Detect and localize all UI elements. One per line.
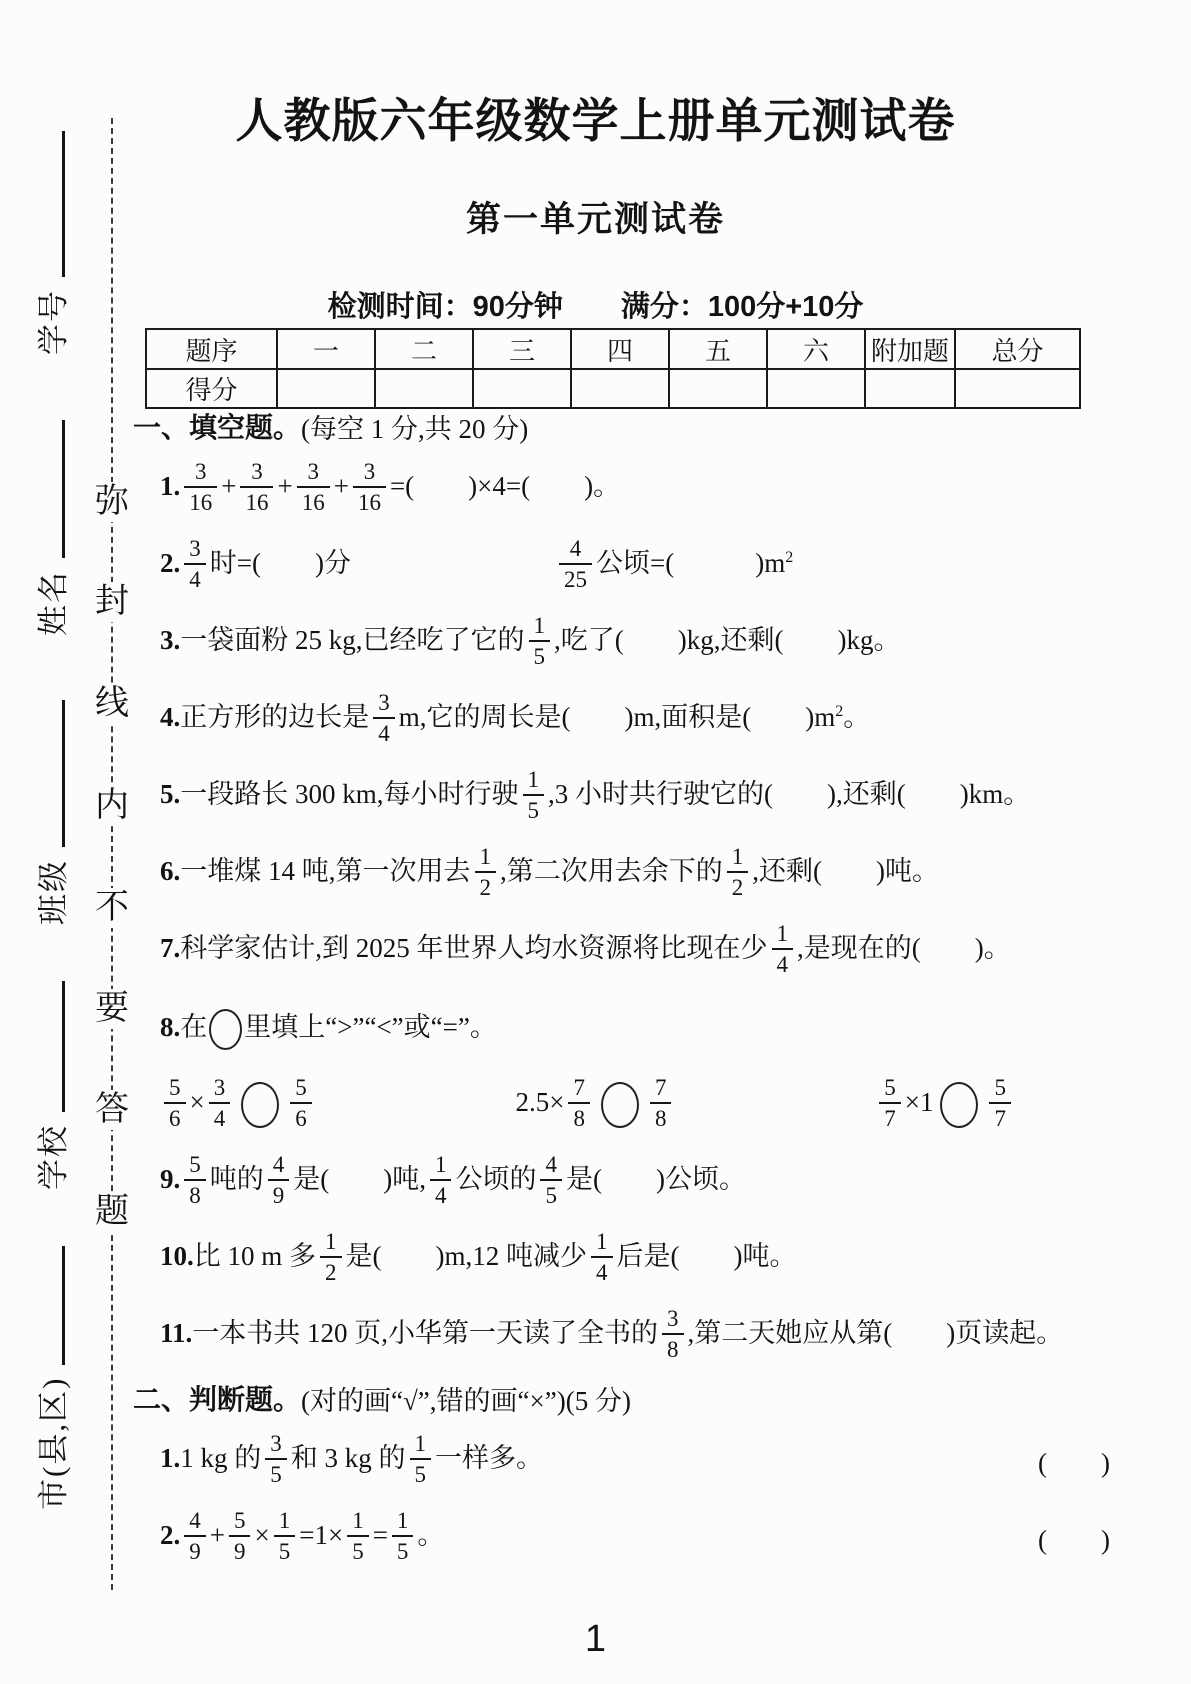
fraction-numerator: 1 bbox=[596, 1228, 608, 1254]
fraction-numerator: 3 bbox=[195, 458, 207, 484]
fraction-denominator: 16 bbox=[297, 486, 330, 514]
fraction bbox=[184, 1509, 206, 1563]
seal-dashed-line bbox=[111, 118, 113, 1590]
seal-text-char: 封 bbox=[92, 582, 132, 622]
fraction-numerator: 1 bbox=[731, 843, 744, 869]
question bbox=[133, 681, 1120, 758]
question-text: 在 bbox=[180, 1011, 208, 1042]
fraction bbox=[209, 1076, 231, 1130]
question-number: 6. bbox=[160, 855, 181, 886]
question-text: 里填上“>”“<”或“=”。 bbox=[244, 1011, 497, 1042]
write-in-line bbox=[62, 1246, 65, 1365]
comparison-circle bbox=[209, 1009, 242, 1050]
field-label: 姓名 bbox=[36, 570, 71, 636]
question-text: 一样多。 bbox=[435, 1442, 543, 1473]
judgment-question bbox=[133, 1499, 1120, 1576]
fraction bbox=[650, 1076, 672, 1130]
fraction bbox=[392, 1509, 414, 1563]
fraction bbox=[164, 1076, 186, 1130]
question-text: 是( )吨, bbox=[293, 1163, 426, 1194]
question-line bbox=[160, 1228, 797, 1286]
fraction-denominator: 4 bbox=[373, 717, 395, 745]
question-line bbox=[160, 766, 1031, 824]
fraction bbox=[184, 460, 217, 514]
fraction bbox=[373, 691, 395, 745]
fraction-denominator: 5 bbox=[410, 1458, 432, 1486]
score-table-header-row bbox=[146, 329, 1080, 369]
question-text: 正方形的边长是 bbox=[180, 701, 370, 732]
seal-text-char: 弥 bbox=[92, 482, 132, 522]
fraction-numerator: 1 bbox=[527, 766, 540, 792]
section-heading-bold: 一、填空题。 bbox=[133, 412, 302, 443]
question-number: 2. bbox=[160, 1519, 181, 1550]
city-district-field bbox=[28, 1244, 74, 1510]
fraction bbox=[772, 922, 794, 976]
score-table-header-cell: 题序 bbox=[146, 329, 277, 369]
question-text: 公顷的 bbox=[455, 1163, 537, 1194]
question-number: 1. bbox=[160, 470, 181, 501]
question-text: 科学家估计,到 2025 年世界人均水资源将比现在少 bbox=[180, 932, 768, 963]
question-number: 3. bbox=[160, 624, 181, 655]
question bbox=[133, 835, 1120, 912]
seal-text-char: 线 bbox=[92, 684, 132, 724]
question-text: + bbox=[209, 1519, 225, 1550]
question-line bbox=[555, 535, 794, 593]
question-text: ,是现在的( )。 bbox=[797, 932, 1011, 963]
section-heading-bold: 二、判断题。 bbox=[133, 1384, 302, 1415]
question-text: 一堆煤 14 吨,第一次用去 bbox=[180, 855, 471, 886]
field-label: 市(县,区) bbox=[36, 1376, 71, 1510]
field-label: 班级 bbox=[36, 859, 71, 925]
fraction-numerator: 1 bbox=[352, 1507, 364, 1533]
question-text: + bbox=[221, 470, 237, 501]
fraction-denominator: 4 bbox=[430, 1179, 452, 1207]
fraction-denominator: 9 bbox=[268, 1179, 290, 1207]
write-in-line bbox=[62, 700, 65, 847]
seal-text-char: 题 bbox=[92, 1192, 132, 1232]
question-line bbox=[160, 535, 555, 593]
fraction-denominator: 25 bbox=[559, 563, 592, 591]
seal-text-char: 答 bbox=[92, 1090, 132, 1130]
question-number: 4. bbox=[160, 701, 181, 732]
question-area bbox=[133, 402, 1120, 1576]
fraction-numerator: 3 bbox=[363, 458, 376, 484]
fraction-numerator: 3 bbox=[307, 458, 319, 484]
score-table-header-cell: 五 bbox=[669, 329, 767, 369]
fraction-denominator: 2 bbox=[475, 871, 497, 899]
question-line bbox=[160, 1005, 497, 1050]
fraction-numerator: 1 bbox=[414, 1430, 426, 1456]
question-text: ,第二次用去余下的 bbox=[500, 855, 723, 886]
fraction-denominator: 4 bbox=[591, 1256, 613, 1284]
question-text: ,吃了( )kg,还剩( )kg。 bbox=[554, 624, 901, 655]
question-text: ,3 小时共行驶它的( ),还剩( )km。 bbox=[548, 778, 1031, 809]
question-number: 7. bbox=[160, 932, 181, 963]
seal-text-char: 不 bbox=[92, 888, 132, 928]
question bbox=[133, 1297, 1120, 1374]
question-text: 时=( )分 bbox=[209, 547, 351, 578]
question-text: 。 bbox=[417, 1519, 445, 1550]
question-text: 2.5× bbox=[515, 1086, 565, 1117]
question bbox=[133, 450, 1120, 527]
seal-text-char: 内 bbox=[92, 786, 132, 826]
question-text: 1 kg 的 bbox=[180, 1442, 262, 1473]
fraction-denominator: 8 bbox=[184, 1179, 206, 1207]
fraction bbox=[184, 1153, 206, 1207]
fraction bbox=[268, 1153, 290, 1207]
question-number: 11. bbox=[160, 1317, 193, 1348]
comparison-item bbox=[160, 1074, 316, 1132]
fraction bbox=[523, 768, 545, 822]
fraction-numerator: 1 bbox=[325, 1228, 337, 1254]
fraction-numerator: 7 bbox=[573, 1074, 585, 1100]
question bbox=[133, 912, 1120, 989]
fraction bbox=[475, 845, 497, 899]
comparison-item bbox=[875, 1074, 1015, 1132]
fraction-denominator: 4 bbox=[772, 948, 794, 976]
fraction-numerator: 4 bbox=[569, 535, 582, 561]
fraction-numerator: 3 bbox=[251, 458, 263, 484]
fraction-denominator: 5 bbox=[523, 794, 545, 822]
section-heading-note: (每空 1 分,共 20 分) bbox=[301, 413, 529, 444]
question-line bbox=[160, 689, 871, 747]
fraction bbox=[879, 1076, 901, 1130]
fraction-denominator: 6 bbox=[290, 1102, 312, 1130]
comparison-circle bbox=[940, 1082, 978, 1128]
unit-test-subtitle: 第一单元测试卷 bbox=[465, 200, 725, 239]
question-number: 5. bbox=[160, 778, 181, 809]
fraction-denominator: 16 bbox=[240, 486, 273, 514]
fraction bbox=[410, 1432, 432, 1486]
question-number: 1. bbox=[160, 1442, 181, 1473]
fraction-denominator: 4 bbox=[209, 1102, 231, 1130]
comparison-circle bbox=[601, 1082, 639, 1128]
fraction-numerator: 4 bbox=[545, 1151, 557, 1177]
fraction-denominator: 5 bbox=[540, 1179, 562, 1207]
fraction-numerator: 1 bbox=[479, 843, 491, 869]
fraction-numerator: 5 bbox=[994, 1074, 1006, 1100]
fraction bbox=[347, 1509, 369, 1563]
question-text: ×1 bbox=[904, 1086, 934, 1117]
section-heading-note: (对的画“√”,错的画“×”)(5 分) bbox=[301, 1385, 631, 1416]
question-text: 比 10 m 多 bbox=[193, 1240, 317, 1271]
question-line bbox=[160, 1151, 746, 1209]
superscript: 2 bbox=[785, 548, 794, 566]
school-field bbox=[28, 979, 74, 1190]
question-text: + bbox=[277, 470, 293, 501]
comparison-row bbox=[133, 1066, 1015, 1143]
fraction bbox=[229, 1509, 251, 1563]
score-table bbox=[145, 328, 1081, 409]
fraction-numerator: 4 bbox=[189, 1507, 201, 1533]
question-text: × bbox=[254, 1519, 270, 1550]
fraction-numerator: 3 bbox=[189, 535, 201, 561]
superscript: 2 bbox=[835, 702, 844, 720]
question bbox=[133, 604, 1120, 681]
question bbox=[133, 527, 1120, 604]
fraction-numerator: 1 bbox=[776, 920, 788, 946]
fraction bbox=[353, 460, 386, 514]
score-table-header-cell: 六 bbox=[767, 329, 865, 369]
fraction-denominator: 5 bbox=[392, 1535, 414, 1563]
fraction-numerator: 3 bbox=[667, 1305, 679, 1331]
question bbox=[133, 1220, 1120, 1297]
question-line bbox=[160, 458, 621, 516]
fraction bbox=[989, 1076, 1011, 1130]
fraction-denominator: 9 bbox=[184, 1535, 206, 1563]
question-text: 一本书共 120 页,小华第一天读了全书的 bbox=[192, 1317, 659, 1348]
class-field bbox=[28, 698, 74, 925]
question-text: 吨的 bbox=[209, 1163, 264, 1194]
answer-parentheses: ( ) bbox=[1038, 1448, 1110, 1478]
question-text: =( )×4=( )。 bbox=[389, 470, 621, 501]
section-heading bbox=[133, 1374, 1120, 1422]
question-line bbox=[160, 843, 939, 901]
fraction-numerator: 5 bbox=[233, 1507, 246, 1533]
page-number: 1 bbox=[584, 1618, 607, 1660]
fraction-numerator: 5 bbox=[295, 1074, 307, 1100]
score-table-header-cell: 三 bbox=[473, 329, 571, 369]
question-line bbox=[160, 1430, 543, 1488]
question-text: + bbox=[333, 470, 349, 501]
fraction bbox=[529, 614, 551, 668]
comparison-item bbox=[515, 1074, 676, 1132]
fraction bbox=[559, 537, 592, 591]
fraction-numerator: 4 bbox=[272, 1151, 285, 1177]
fraction-denominator: 7 bbox=[989, 1102, 1011, 1130]
fraction-denominator: 9 bbox=[229, 1535, 251, 1563]
fraction-numerator: 5 bbox=[169, 1074, 181, 1100]
fraction bbox=[184, 537, 206, 591]
score-table-header-cell: 附加题 bbox=[865, 329, 955, 369]
score-label-cell: 得分 bbox=[146, 369, 277, 408]
fraction-numerator: 1 bbox=[396, 1507, 409, 1533]
question-number: 2. bbox=[160, 547, 181, 578]
fraction-denominator: 5 bbox=[347, 1535, 369, 1563]
question-text: =1× bbox=[299, 1519, 344, 1550]
fraction bbox=[540, 1153, 562, 1207]
question-text: 一袋面粉 25 kg,已经吃了它的 bbox=[180, 624, 525, 655]
question-text: 和 3 kg 的 bbox=[290, 1442, 406, 1473]
write-in-line bbox=[62, 981, 65, 1112]
fraction-numerator: 1 bbox=[434, 1151, 447, 1177]
fraction bbox=[662, 1307, 684, 1361]
judgment-question bbox=[133, 1422, 1120, 1499]
fraction-numerator: 3 bbox=[270, 1430, 282, 1456]
fraction bbox=[265, 1432, 287, 1486]
fraction bbox=[240, 460, 273, 514]
score-table-header-cell: 二 bbox=[375, 329, 473, 369]
fraction-denominator: 16 bbox=[353, 486, 386, 514]
section-heading bbox=[133, 402, 1120, 450]
fraction-denominator: 7 bbox=[879, 1102, 901, 1130]
fraction-denominator: 5 bbox=[274, 1535, 296, 1563]
fraction-denominator: 16 bbox=[184, 486, 217, 514]
question-text: 一段路长 300 km,每小时行驶 bbox=[180, 778, 519, 809]
question-text: 公顷=( )m bbox=[596, 547, 786, 578]
question bbox=[133, 989, 1120, 1066]
score-table-header-cell: 一 bbox=[277, 329, 375, 369]
fraction-numerator: 5 bbox=[189, 1151, 201, 1177]
question-text: 是( )m,12 吨减少 bbox=[345, 1240, 587, 1271]
fraction-denominator: 5 bbox=[265, 1458, 287, 1486]
fraction-numerator: 1 bbox=[278, 1507, 291, 1533]
fraction-denominator: 8 bbox=[568, 1102, 590, 1130]
question-number: 8. bbox=[160, 1011, 181, 1042]
question-line bbox=[160, 1305, 1064, 1363]
fraction bbox=[297, 460, 330, 514]
fraction bbox=[320, 1230, 342, 1284]
question-text: m,它的周长是( )m,面积是( )m bbox=[398, 701, 836, 732]
fraction-denominator: 5 bbox=[529, 640, 551, 668]
fraction bbox=[290, 1076, 312, 1130]
fraction bbox=[430, 1153, 452, 1207]
page-title: 人教版六年级数学上册单元测试卷 bbox=[235, 94, 956, 147]
fraction-denominator: 8 bbox=[662, 1333, 684, 1361]
question-number: 9. bbox=[160, 1163, 181, 1194]
fraction bbox=[568, 1076, 590, 1130]
fraction-numerator: 1 bbox=[533, 612, 545, 638]
question-text: ,第二天她应从第( )页读起。 bbox=[687, 1317, 1064, 1348]
fraction bbox=[274, 1509, 296, 1563]
question-line bbox=[160, 1507, 445, 1565]
question bbox=[133, 758, 1120, 835]
field-label: 学号 bbox=[36, 289, 71, 355]
fraction-denominator: 2 bbox=[727, 871, 749, 899]
fraction-numerator: 7 bbox=[654, 1074, 667, 1100]
field-label: 学校 bbox=[36, 1124, 71, 1190]
question-text: 是( )公顷。 bbox=[565, 1163, 746, 1194]
write-in-line bbox=[62, 420, 65, 558]
question-number: 10. bbox=[160, 1240, 194, 1271]
question-line bbox=[160, 920, 1011, 978]
question-text: ,还剩( )吨。 bbox=[752, 855, 939, 886]
fraction-denominator: 4 bbox=[184, 563, 206, 591]
comparison-circle bbox=[241, 1082, 279, 1128]
fraction-numerator: 3 bbox=[213, 1074, 226, 1100]
question-text: = bbox=[372, 1519, 388, 1550]
question-line bbox=[160, 612, 901, 670]
score-table-header-cell: 总分 bbox=[955, 329, 1080, 369]
fraction-numerator: 5 bbox=[884, 1074, 896, 1100]
question-text: 。 bbox=[843, 701, 871, 732]
fraction-denominator: 2 bbox=[320, 1256, 342, 1284]
question bbox=[133, 1143, 1120, 1220]
fraction bbox=[727, 845, 749, 899]
fraction bbox=[591, 1230, 613, 1284]
seal-text-char: 要 bbox=[92, 989, 132, 1029]
exam-info-line: 检测时间：90分钟 满分：100分+10分 bbox=[327, 291, 864, 323]
student-name-field bbox=[28, 418, 74, 636]
answer-parentheses: ( ) bbox=[1038, 1525, 1110, 1555]
question-text: 后是( )吨。 bbox=[616, 1240, 797, 1271]
score-table-header-cell: 四 bbox=[571, 329, 669, 369]
fraction-denominator: 8 bbox=[650, 1102, 672, 1130]
fraction-denominator: 6 bbox=[164, 1102, 186, 1130]
fraction-numerator: 3 bbox=[378, 689, 390, 715]
question-text: × bbox=[189, 1086, 205, 1117]
